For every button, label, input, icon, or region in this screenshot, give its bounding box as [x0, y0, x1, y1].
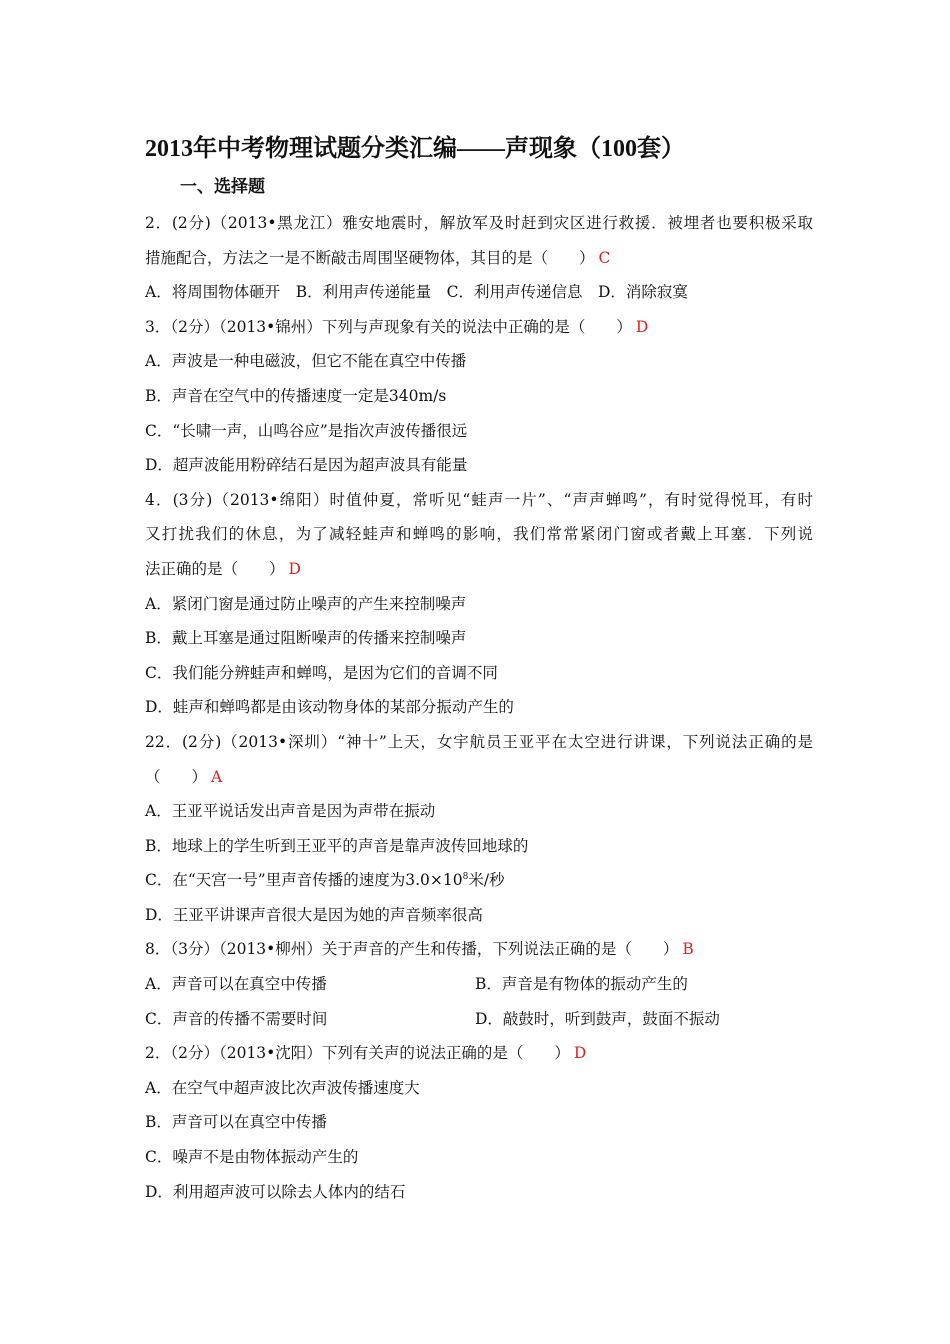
question-4-option-a: A．王亚平说话发出声音是因为声带在振动	[145, 802, 436, 821]
question-1-stem-line-1: 2．(2分)（2013•黑龙江）雅安地震时，解放军及时赶到灾区进行救援．被埋者也要积极采取	[145, 214, 813, 232]
question-6-option-d: D．利用超声波可以除去人体内的结石	[145, 1182, 406, 1201]
question-4-stem-line-1: 22．(2分)（2013•深圳）“神十”上天，女宇航员王亚平在太空进行讲课，下列说法正确的是	[145, 732, 813, 751]
superscript-exponent: 8	[462, 872, 469, 883]
question-4-answer: A	[211, 767, 223, 786]
question-5-option-b: B．声音是有物体的振动产生的	[475, 975, 688, 994]
question-4-option-c: C．在“天宫一号”里声音传播的速度为$3.0\times 10^8$米/秒	[145, 871, 505, 890]
question-3-option-d: D．蛙声和蝉鸣都是由该动物身体的某部分振动产生的	[145, 698, 514, 717]
question-4-stem-line-2: （ ） A	[145, 767, 223, 786]
question-2-answer: D	[635, 317, 649, 336]
question-list	[145, 206, 813, 1209]
question-2-option-a: A．声波是一种电磁波，但它不能在真空中传播	[145, 352, 467, 371]
question-3-option-a: A．紧闭门窗是通过防止噪声的产生来控制噪声	[145, 594, 467, 613]
question-3-answer: D	[288, 559, 301, 578]
question-5-option-c: C．声音的传播不需要时间	[145, 1009, 328, 1028]
question-2-option-d: D．超声波能用粉碎结石是因为超声波具有能量	[145, 456, 468, 475]
question-1-answer: C	[598, 248, 611, 267]
question-4-option-b: B．地球上的学生听到王亚平的声音是靠声波传回地球的	[145, 836, 529, 855]
question-5-options-row-1	[145, 967, 813, 1002]
question-3-stem-line-1: 4．(3分)（2013•绵阳）时值仲夏，常听见“蛙声一片”、“声声蝉鸣”，有时觉得悦耳，有时	[145, 490, 813, 509]
question-5-option-d: D．敲鼓时，听到鼓声，鼓面不振动	[475, 1009, 720, 1028]
question-3-option-b: B．戴上耳塞是通过阻断噪声的传播来控制噪声	[145, 629, 467, 648]
question-6-option-c: C．噪声不是由物体振动产生的	[145, 1148, 359, 1167]
question-6-option-a: A．在空气中超声波比次声波传播速度大	[145, 1078, 420, 1097]
question-5-stem: 8．（3分）（2013•柳州）关于声音的产生和传播，下列说法正确的是（ ） B	[145, 940, 694, 959]
question-3-stem-line-2: 又打扰我们的休息，为了减轻蛙声和蝉鸣的影响，我们常常紧闭门窗或者戴上耳塞．下列说	[145, 525, 813, 544]
question-2-option-b: B．声音在空气中的传播速度一定是340m/s	[145, 386, 447, 405]
question-6-answer: D	[573, 1044, 587, 1063]
question-2-option-c: C．“长啸一声，山鸣谷应”是指次声波传播很远	[145, 421, 468, 440]
section-title: 一、选择题	[180, 177, 265, 197]
question-3-option-c: C．我们能分辨蛙声和蝉鸣，是因为它们的音调不同	[145, 663, 498, 682]
question-4-option-d: D．王亚平讲课声音很大是因为她的声音频率很高	[145, 905, 483, 924]
question-6-stem: 2．（2分）（2013•沈阳）下列有关声的说法正确的是（ ） D	[145, 1044, 587, 1063]
question-1-stem-line-2: 措施配合，方法之一是不断敲击周围坚硬物体，其目的是（ ） C	[145, 248, 611, 267]
document-title: 2013年中考物理试题分类汇编——声现象（100套）	[145, 136, 685, 162]
question-1-options: A．将周围物体砸开 B．利用声传递能量 C．利用声传递信息 D．消除寂寞	[145, 283, 688, 302]
question-2-stem: 3．（2分）（2013•锦州）下列与声现象有关的说法中正确的是（ ） D	[145, 317, 649, 336]
question-5-options-row-2	[145, 1002, 813, 1037]
question-6-option-b: B．声音可以在真空中传播	[145, 1113, 327, 1132]
question-3-stem-line-3: 法正确的是（ ） D	[145, 559, 301, 578]
question-5-answer: B	[682, 940, 694, 959]
question-5-option-a: A．声音可以在真空中传播	[145, 975, 327, 994]
